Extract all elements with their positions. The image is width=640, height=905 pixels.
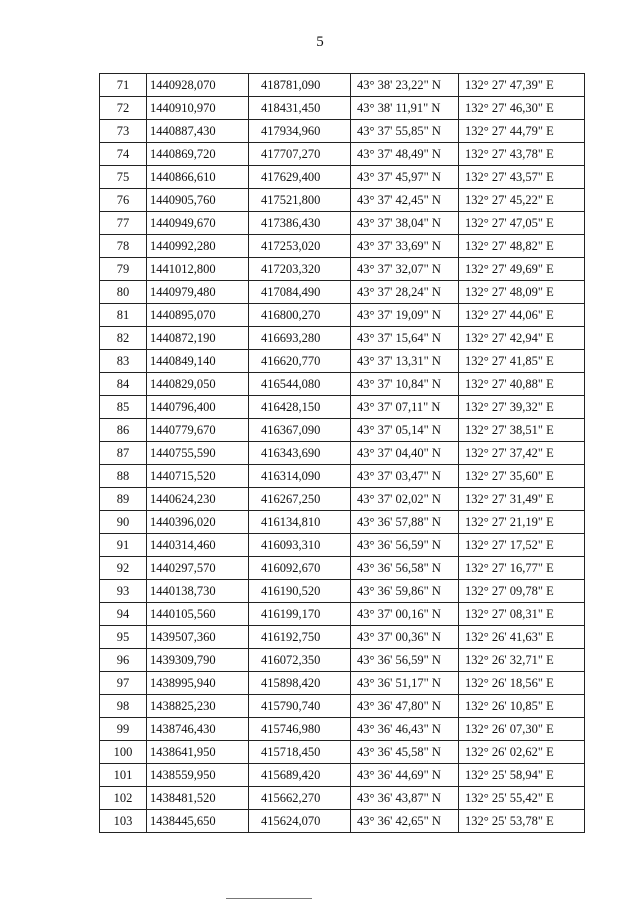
x-coordinate-cell: 1440396,020 <box>147 511 249 534</box>
latitude-cell: 43° 37' 32,07" N <box>351 258 459 281</box>
longitude-cell: 132° 27' 39,32" E <box>459 396 585 419</box>
longitude-cell: 132° 27' 31,49" E <box>459 488 585 511</box>
table-row <box>100 603 585 626</box>
longitude-cell: 132° 25' 58,94" E <box>459 764 585 787</box>
latitude-cell: 43° 37' 10,84" N <box>351 373 459 396</box>
latitude-cell: 43° 36' 51,17" N <box>351 672 459 695</box>
latitude-cell: 43° 37' 45,97" N <box>351 166 459 189</box>
x-coordinate-cell: 1440872,190 <box>147 327 249 350</box>
y-coordinate-cell: 417253,020 <box>249 235 351 258</box>
page-number: 5 <box>316 34 324 50</box>
table-row <box>100 557 585 580</box>
table-row <box>100 74 585 97</box>
y-coordinate-cell: 416192,750 <box>249 626 351 649</box>
longitude-cell: 132° 27' 47,05" E <box>459 212 585 235</box>
point-number-cell: 79 <box>100 258 147 281</box>
x-coordinate-cell: 1440624,230 <box>147 488 249 511</box>
point-number-cell: 83 <box>100 350 147 373</box>
table-row <box>100 810 585 833</box>
table-row <box>100 764 585 787</box>
coordinates-table <box>99 73 585 833</box>
y-coordinate-cell: 418781,090 <box>249 74 351 97</box>
longitude-cell: 132° 25' 55,42" E <box>459 787 585 810</box>
table-row <box>100 442 585 465</box>
longitude-cell: 132° 27' 45,22" E <box>459 189 585 212</box>
latitude-cell: 43° 37' 33,69" N <box>351 235 459 258</box>
latitude-cell: 43° 37' 48,49" N <box>351 143 459 166</box>
point-number-cell: 95 <box>100 626 147 649</box>
y-coordinate-cell: 415790,740 <box>249 695 351 718</box>
longitude-cell: 132° 25' 53,78" E <box>459 810 585 833</box>
latitude-cell: 43° 37' 07,11" N <box>351 396 459 419</box>
x-coordinate-cell: 1440895,070 <box>147 304 249 327</box>
latitude-cell: 43° 36' 47,80" N <box>351 695 459 718</box>
point-number-cell: 85 <box>100 396 147 419</box>
point-number-cell: 103 <box>100 810 147 833</box>
x-coordinate-cell: 1440910,970 <box>147 97 249 120</box>
latitude-cell: 43° 37' 03,47" N <box>351 465 459 488</box>
table-row <box>100 672 585 695</box>
latitude-cell: 43° 36' 43,87" N <box>351 787 459 810</box>
latitude-cell: 43° 36' 42,65" N <box>351 810 459 833</box>
latitude-cell: 43° 37' 05,14" N <box>351 419 459 442</box>
x-coordinate-cell: 1440829,050 <box>147 373 249 396</box>
point-number-cell: 97 <box>100 672 147 695</box>
longitude-cell: 132° 27' 09,78" E <box>459 580 585 603</box>
point-number-cell: 72 <box>100 97 147 120</box>
table-row <box>100 350 585 373</box>
latitude-cell: 43° 38' 23,22" N <box>351 74 459 97</box>
point-number-cell: 73 <box>100 120 147 143</box>
point-number-cell: 98 <box>100 695 147 718</box>
longitude-cell: 132° 27' 44,06" E <box>459 304 585 327</box>
latitude-cell: 43° 37' 42,45" N <box>351 189 459 212</box>
y-coordinate-cell: 417521,800 <box>249 189 351 212</box>
y-coordinate-cell: 415689,420 <box>249 764 351 787</box>
point-number-cell: 90 <box>100 511 147 534</box>
y-coordinate-cell: 417934,960 <box>249 120 351 143</box>
point-number-cell: 77 <box>100 212 147 235</box>
point-number-cell: 99 <box>100 718 147 741</box>
y-coordinate-cell: 418431,450 <box>249 97 351 120</box>
point-number-cell: 86 <box>100 419 147 442</box>
y-coordinate-cell: 416134,810 <box>249 511 351 534</box>
table-row <box>100 695 585 718</box>
longitude-cell: 132° 27' 47,39" E <box>459 74 585 97</box>
point-number-cell: 93 <box>100 580 147 603</box>
y-coordinate-cell: 415662,270 <box>249 787 351 810</box>
y-coordinate-cell: 416800,270 <box>249 304 351 327</box>
table-row <box>100 212 585 235</box>
table-row <box>100 511 585 534</box>
table-row <box>100 189 585 212</box>
longitude-cell: 132° 27' 43,57" E <box>459 166 585 189</box>
y-coordinate-cell: 416267,250 <box>249 488 351 511</box>
latitude-cell: 43° 37' 55,85" N <box>351 120 459 143</box>
point-number-cell: 78 <box>100 235 147 258</box>
x-coordinate-cell: 1440887,430 <box>147 120 249 143</box>
y-coordinate-cell: 416092,670 <box>249 557 351 580</box>
point-number-cell: 81 <box>100 304 147 327</box>
table-row <box>100 465 585 488</box>
x-coordinate-cell: 1440866,610 <box>147 166 249 189</box>
x-coordinate-cell: 1440314,460 <box>147 534 249 557</box>
y-coordinate-cell: 415624,070 <box>249 810 351 833</box>
table-row <box>100 741 585 764</box>
latitude-cell: 43° 37' 00,36" N <box>351 626 459 649</box>
x-coordinate-cell: 1440779,670 <box>147 419 249 442</box>
latitude-cell: 43° 36' 44,69" N <box>351 764 459 787</box>
x-coordinate-cell: 1440992,280 <box>147 235 249 258</box>
longitude-cell: 132° 27' 49,69" E <box>459 258 585 281</box>
latitude-cell: 43° 37' 02,02" N <box>351 488 459 511</box>
y-coordinate-cell: 416343,690 <box>249 442 351 465</box>
longitude-cell: 132° 26' 41,63" E <box>459 626 585 649</box>
latitude-cell: 43° 37' 19,09" N <box>351 304 459 327</box>
table-row <box>100 281 585 304</box>
table-row <box>100 534 585 557</box>
table-row <box>100 373 585 396</box>
point-number-cell: 89 <box>100 488 147 511</box>
x-coordinate-cell: 1440905,760 <box>147 189 249 212</box>
table-row <box>100 419 585 442</box>
longitude-cell: 132° 27' 42,94" E <box>459 327 585 350</box>
longitude-cell: 132° 26' 18,56" E <box>459 672 585 695</box>
table-row <box>100 626 585 649</box>
latitude-cell: 43° 38' 11,91" N <box>351 97 459 120</box>
x-coordinate-cell: 1438825,230 <box>147 695 249 718</box>
table-row <box>100 649 585 672</box>
y-coordinate-cell: 416428,150 <box>249 396 351 419</box>
point-number-cell: 75 <box>100 166 147 189</box>
x-coordinate-cell: 1440138,730 <box>147 580 249 603</box>
latitude-cell: 43° 36' 59,86" N <box>351 580 459 603</box>
y-coordinate-cell: 417629,400 <box>249 166 351 189</box>
longitude-cell: 132° 27' 35,60" E <box>459 465 585 488</box>
latitude-cell: 43° 37' 04,40" N <box>351 442 459 465</box>
longitude-cell: 132° 27' 17,52" E <box>459 534 585 557</box>
latitude-cell: 43° 37' 15,64" N <box>351 327 459 350</box>
y-coordinate-cell: 417084,490 <box>249 281 351 304</box>
longitude-cell: 132° 27' 43,78" E <box>459 143 585 166</box>
table-row <box>100 143 585 166</box>
point-number-cell: 71 <box>100 74 147 97</box>
point-number-cell: 100 <box>100 741 147 764</box>
y-coordinate-cell: 416620,770 <box>249 350 351 373</box>
table-row <box>100 580 585 603</box>
longitude-cell: 132° 27' 16,77" E <box>459 557 585 580</box>
y-coordinate-cell: 416367,090 <box>249 419 351 442</box>
longitude-cell: 132° 27' 46,30" E <box>459 97 585 120</box>
x-coordinate-cell: 1440715,520 <box>147 465 249 488</box>
latitude-cell: 43° 36' 56,59" N <box>351 534 459 557</box>
point-number-cell: 84 <box>100 373 147 396</box>
table-row <box>100 97 585 120</box>
point-number-cell: 102 <box>100 787 147 810</box>
point-number-cell: 94 <box>100 603 147 626</box>
table-row <box>100 258 585 281</box>
longitude-cell: 132° 27' 08,31" E <box>459 603 585 626</box>
table-row <box>100 166 585 189</box>
y-coordinate-cell: 416190,520 <box>249 580 351 603</box>
latitude-cell: 43° 36' 56,59" N <box>351 649 459 672</box>
point-number-cell: 101 <box>100 764 147 787</box>
latitude-cell: 43° 36' 45,58" N <box>351 741 459 764</box>
point-number-cell: 74 <box>100 143 147 166</box>
latitude-cell: 43° 36' 56,58" N <box>351 557 459 580</box>
x-coordinate-cell: 1440755,590 <box>147 442 249 465</box>
y-coordinate-cell: 416093,310 <box>249 534 351 557</box>
y-coordinate-cell: 416199,170 <box>249 603 351 626</box>
point-number-cell: 80 <box>100 281 147 304</box>
coordinates-table-body <box>100 74 585 833</box>
footer-divider <box>226 898 312 899</box>
longitude-cell: 132° 27' 38,51" E <box>459 419 585 442</box>
x-coordinate-cell: 1440796,400 <box>147 396 249 419</box>
table-row <box>100 304 585 327</box>
x-coordinate-cell: 1440869,720 <box>147 143 249 166</box>
longitude-cell: 132° 26' 32,71" E <box>459 649 585 672</box>
point-number-cell: 88 <box>100 465 147 488</box>
x-coordinate-cell: 1439507,360 <box>147 626 249 649</box>
latitude-cell: 43° 37' 28,24" N <box>351 281 459 304</box>
longitude-cell: 132° 27' 41,85" E <box>459 350 585 373</box>
y-coordinate-cell: 417707,270 <box>249 143 351 166</box>
table-row <box>100 787 585 810</box>
point-number-cell: 82 <box>100 327 147 350</box>
x-coordinate-cell: 1438746,430 <box>147 718 249 741</box>
x-coordinate-cell: 1438559,950 <box>147 764 249 787</box>
point-number-cell: 87 <box>100 442 147 465</box>
longitude-cell: 132° 27' 48,82" E <box>459 235 585 258</box>
x-coordinate-cell: 1438481,520 <box>147 787 249 810</box>
x-coordinate-cell: 1440928,070 <box>147 74 249 97</box>
longitude-cell: 132° 26' 07,30" E <box>459 718 585 741</box>
x-coordinate-cell: 1438641,950 <box>147 741 249 764</box>
x-coordinate-cell: 1441012,800 <box>147 258 249 281</box>
y-coordinate-cell: 415718,450 <box>249 741 351 764</box>
y-coordinate-cell: 415898,420 <box>249 672 351 695</box>
x-coordinate-cell: 1440105,560 <box>147 603 249 626</box>
x-coordinate-cell: 1438995,940 <box>147 672 249 695</box>
longitude-cell: 132° 26' 10,85" E <box>459 695 585 718</box>
table-row <box>100 235 585 258</box>
table-row <box>100 327 585 350</box>
latitude-cell: 43° 37' 38,04" N <box>351 212 459 235</box>
y-coordinate-cell: 416072,350 <box>249 649 351 672</box>
latitude-cell: 43° 36' 46,43" N <box>351 718 459 741</box>
x-coordinate-cell: 1439309,790 <box>147 649 249 672</box>
longitude-cell: 132° 27' 44,79" E <box>459 120 585 143</box>
y-coordinate-cell: 415746,980 <box>249 718 351 741</box>
latitude-cell: 43° 37' 00,16" N <box>351 603 459 626</box>
longitude-cell: 132° 27' 21,19" E <box>459 511 585 534</box>
y-coordinate-cell: 417386,430 <box>249 212 351 235</box>
table-row <box>100 488 585 511</box>
y-coordinate-cell: 416314,090 <box>249 465 351 488</box>
point-number-cell: 92 <box>100 557 147 580</box>
point-number-cell: 76 <box>100 189 147 212</box>
x-coordinate-cell: 1440297,570 <box>147 557 249 580</box>
point-number-cell: 96 <box>100 649 147 672</box>
y-coordinate-cell: 416544,080 <box>249 373 351 396</box>
latitude-cell: 43° 36' 57,88" N <box>351 511 459 534</box>
table-row <box>100 120 585 143</box>
longitude-cell: 132° 27' 40,88" E <box>459 373 585 396</box>
point-number-cell: 91 <box>100 534 147 557</box>
x-coordinate-cell: 1440949,670 <box>147 212 249 235</box>
y-coordinate-cell: 417203,320 <box>249 258 351 281</box>
x-coordinate-cell: 1440849,140 <box>147 350 249 373</box>
longitude-cell: 132° 27' 48,09" E <box>459 281 585 304</box>
table-row <box>100 718 585 741</box>
latitude-cell: 43° 37' 13,31" N <box>351 350 459 373</box>
x-coordinate-cell: 1438445,650 <box>147 810 249 833</box>
longitude-cell: 132° 26' 02,62" E <box>459 741 585 764</box>
x-coordinate-cell: 1440979,480 <box>147 281 249 304</box>
y-coordinate-cell: 416693,280 <box>249 327 351 350</box>
longitude-cell: 132° 27' 37,42" E <box>459 442 585 465</box>
table-row <box>100 396 585 419</box>
